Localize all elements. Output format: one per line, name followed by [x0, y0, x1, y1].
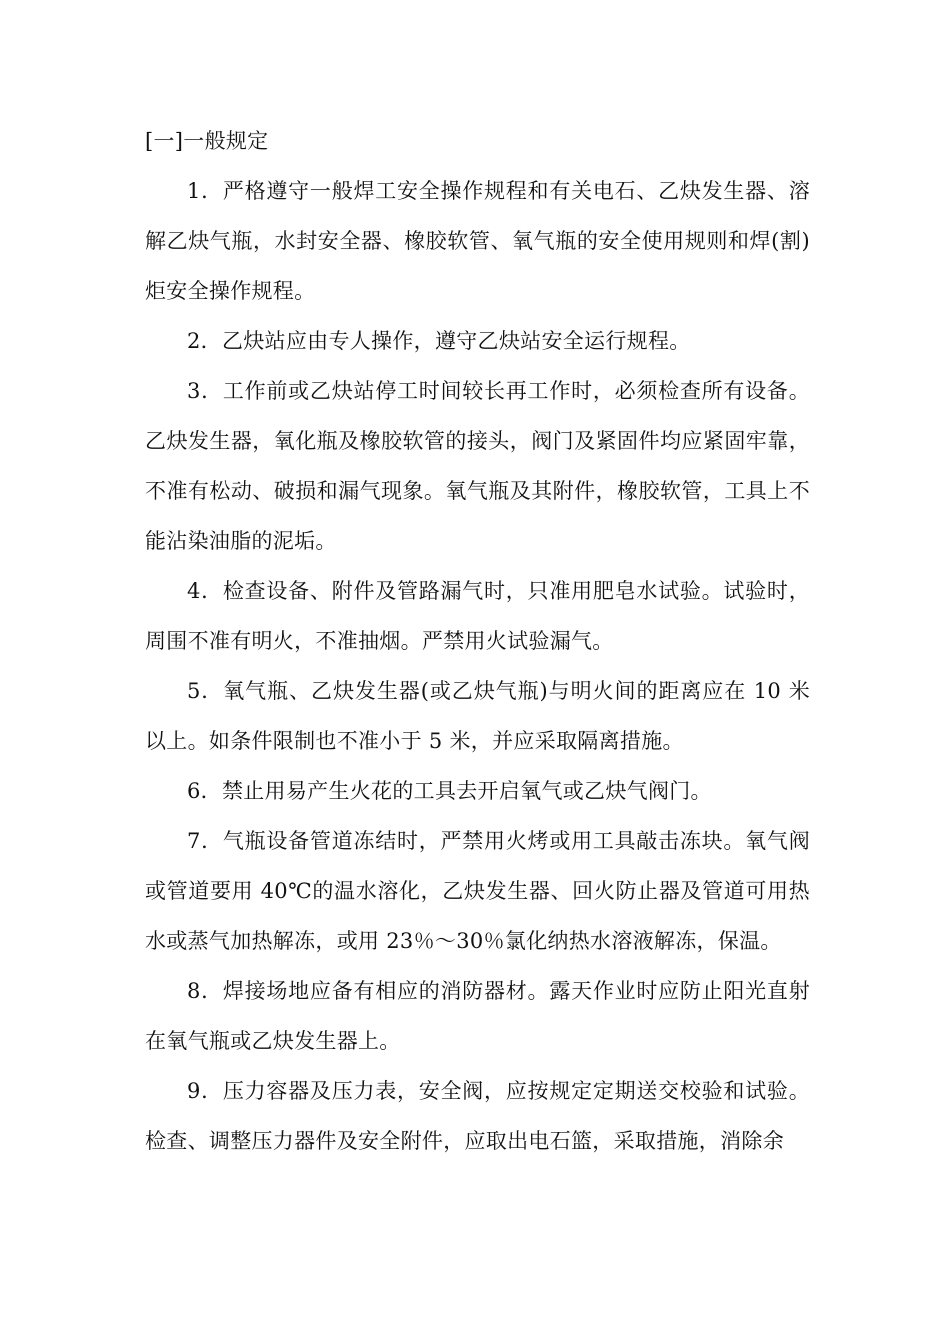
document-body — [145, 116, 810, 1166]
paragraph-3: 3．工作前或乙炔站停工时间较长再工作时，必须检查所有设备。乙炔发生器，氧化瓶及橡胶软管的接头，阀门及紧固件均应紧固牢靠，不准有松动、破损和漏气现象。氧气瓶及其附件，橡胶软管，工具上不能沾染油脂的泥垢。 — [145, 379, 810, 553]
paragraph-4: 4．检查设备、附件及管路漏气时，只准用肥皂水试验。试验时，周围不准有明火，不准抽烟。严禁用火试验漏气。 — [145, 579, 810, 653]
paragraph-2: 2．乙炔站应由专人操作，遵守乙炔站安全运行规程。 — [187, 329, 691, 353]
paragraph-9: 9．压力容器及压力表，安全阀，应按规定定期送交校验和试验。检查、调整压力器件及安全附件，应取出电石篮，采取措施，消除余 — [145, 1079, 810, 1153]
paragraph-5: 5．氧气瓶、乙炔发生器(或乙炔气瓶)与明火间的距离应在 10 米以上。如条件限制也不准小于 5 米，并应采取隔离措施。 — [145, 679, 810, 753]
paragraph-8: 8．焊接场地应备有相应的消防器材。露天作业时应防止阳光直射在氧气瓶或乙炔发生器上。 — [145, 979, 810, 1053]
paragraph-6: 6．禁止用易产生火花的工具去开启氧气或乙炔气阀门。 — [187, 779, 712, 803]
section-heading: [一]一般规定 — [145, 129, 269, 153]
paragraph-7: 7．气瓶设备管道冻结时，严禁用火烤或用工具敲击冻块。氧气阀或管道要用 40℃的温水溶化，乙炔发生器、回火防止器及管道可用热水或蒸气加热解冻，或用 23％～30％氯化纳热水溶液解冻，保温。 — [145, 829, 810, 953]
paragraph-1: 1．严格遵守一般焊工安全操作规程和有关电石、乙炔发生器、溶解乙炔气瓶，水封安全器、橡胶软管、氧气瓶的安全使用规则和焊(割)炬安全操作规程。 — [145, 179, 810, 303]
